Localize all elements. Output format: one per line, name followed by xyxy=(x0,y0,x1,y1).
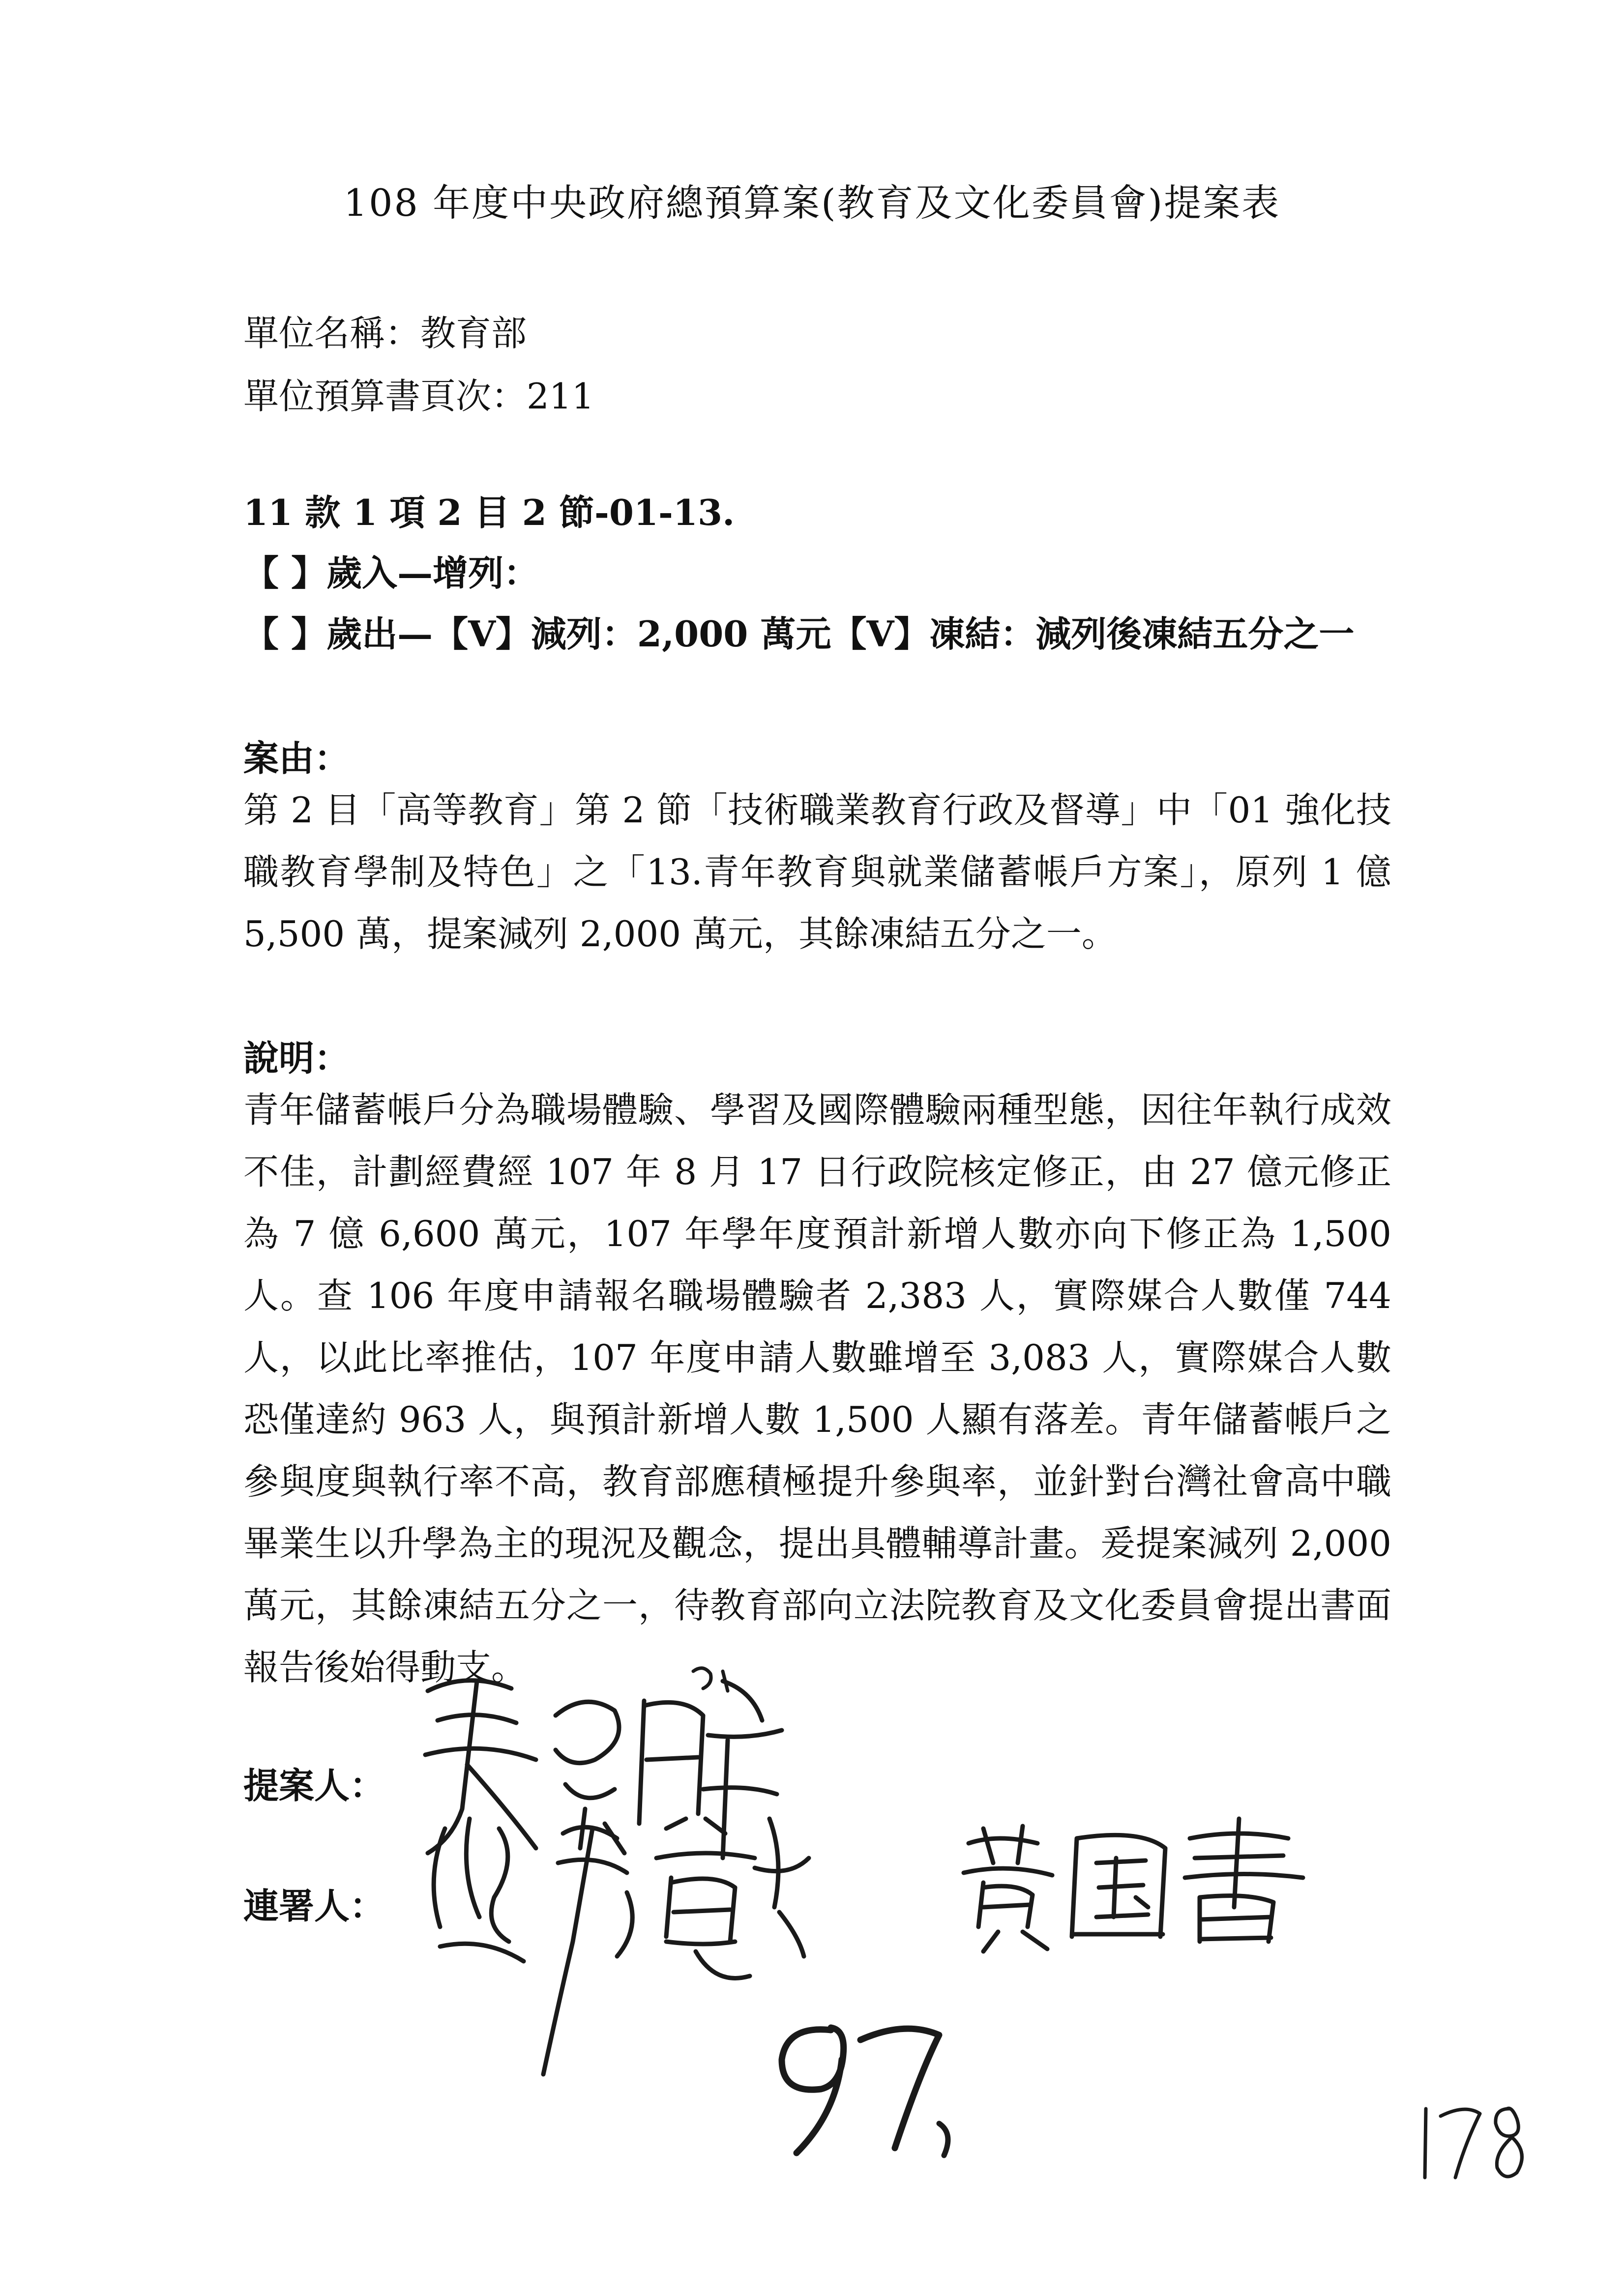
revenue-line: 【 】歲入—增列： xyxy=(243,552,539,594)
explain-text: 青年儲蓄帳戶分為職場體驗、學習及國際體驗兩種型態，因往年執行成效不佳，計劃經費經 107 年 8 月 17 日行政院核定修正，由 27 億元修正為 7 億 6,600 萬元，107 年學年度預計新增人數亦向下修正為 1,500 人。查 106 年度申請報名職場體驗者 2,383 人，實際媒合人數僅 744 人，以此比率推估，107 年度申請人數雖增至 3,083 人，實際媒合人數恐僅達約 963 人，與預計新增人數 1,500 人顯有落差。青年儲蓄帳戶之參與度與執行率不高，教育部應積極提升參與率，並針對台灣社會高中職畢業生以升學為主的現況及觀念，提出具體輔導計畫。爰提案減列 2,000 萬元，其餘凍結五分之一，待教育部向立法院教育及文化委員會提出書面報告後始得動支。 xyxy=(243,1089,1391,1688)
cosigner-label: 連署人： xyxy=(243,1885,385,1927)
unit-page: 單位預算書頁次：211 xyxy=(243,376,594,417)
proposer-label: 提案人： xyxy=(243,1765,385,1806)
cosigner-signature-1 xyxy=(411,1799,814,2094)
expense-line: 【 】歲出—【V】減列：2,000 萬元【V】凍結：減列後凍結五分之一 xyxy=(243,613,1355,655)
reason-heading: 案由： xyxy=(243,737,350,779)
document-title: 108 年度中央政府總預算案(教育及文化委員會)提案表 xyxy=(343,181,1281,225)
item-code: 11 款 1 項 2 目 2 節-01-13. xyxy=(243,492,735,533)
handwritten-number-97 xyxy=(757,2001,983,2163)
explain-heading: 說明： xyxy=(243,1037,350,1079)
cosigner-signature-2 xyxy=(954,1809,1308,1956)
handwritten-page-number-178 xyxy=(1411,2089,1534,2187)
reason-text: 第 2 目「高等教育」第 2 節「技術職業教育行政及督導」中「01 強化技職教育學制及特色」之「13.青年教育與就業儲蓄帳戶方案」，原列 1 億 5,500 萬，提案減列 2,000 萬元，其餘凍結五分之一。 xyxy=(243,789,1391,955)
unit-name: 單位名稱：教育部 xyxy=(243,313,527,354)
